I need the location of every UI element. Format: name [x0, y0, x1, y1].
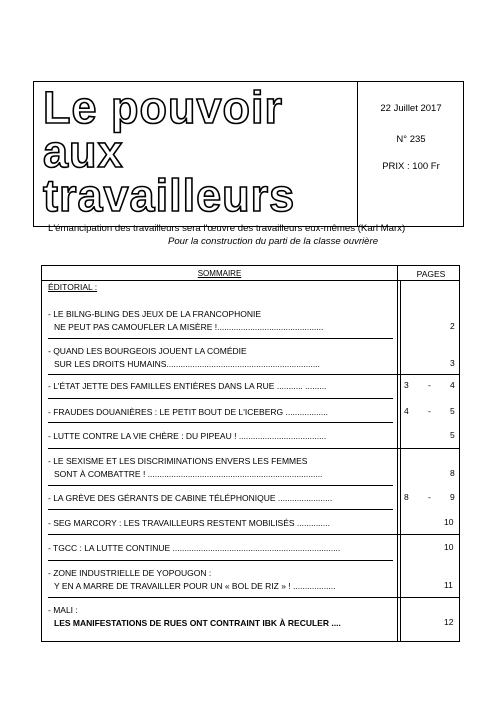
- toc-entry[interactable]: [48, 455, 393, 481]
- toc-entry-line: - MALI :: [48, 605, 78, 615]
- toc-entry[interactable]: [48, 492, 393, 505]
- toc-heading: SOMMAIRE: [197, 269, 242, 278]
- subtitle-quote: L'émancipation des travailleurs sera l'œuvre des travailleurs eux-mêmes (Karl Marx): [48, 223, 406, 234]
- toc-entry-line: - L'ÉTAT JETTE DES FAMILLES ENTIÈRES DANS LA RUE ........... .........: [48, 381, 327, 391]
- toc-separator: [48, 422, 393, 423]
- title-line-1: Le pouvoir: [43, 82, 284, 133]
- title-line-2: aux: [43, 126, 124, 177]
- toc-entry[interactable]: [48, 542, 393, 555]
- toc-column-rule-inner: [400, 281, 401, 641]
- toc-page-dash: -: [428, 492, 431, 502]
- toc-page-dash: -: [428, 406, 431, 416]
- title-line-3: travailleurs: [43, 170, 296, 221]
- toc-page-dash: -: [428, 380, 431, 390]
- toc-entry[interactable]: [48, 604, 393, 630]
- masthead: [33, 81, 464, 227]
- toc-page-number: 4: [450, 380, 455, 390]
- toc-entry-line: - LA GRÈVE DES GÉRANTS DE CABINE TÉLÉPHONIQUE .......................: [48, 493, 333, 503]
- toc-entry-line: SUR LES DROITS HUMAINS.................................................................: [54, 359, 320, 369]
- toc-entry-line: - LUTTE CONTRE LA VIE CHÈRE : DU PIPEAU ! .....................................: [48, 431, 327, 441]
- toc-separator: [48, 448, 460, 449]
- issue-date: 22 Juillet 2017: [380, 103, 442, 114]
- toc-separator: [48, 560, 393, 561]
- toc-page-number: 3: [450, 358, 455, 368]
- toc-column-rule: [397, 266, 398, 641]
- toc-entry-line: - LE BILNG-BLING DES JEUX DE LA FRANCOPHONIE: [48, 309, 262, 319]
- toc-entry[interactable]: [48, 308, 393, 334]
- toc-entry-line: - ZONE INDUSTRIELLE DE YOPOUGON :: [48, 568, 212, 578]
- toc-entry-line: - FRAUDES DOUANIÈRES : LE PETIT BOUT DE L'ICEBERG ..................: [48, 407, 328, 417]
- toc-page-from: 3: [404, 380, 409, 390]
- toc-page-number: 8: [450, 468, 455, 478]
- toc-entry-line: - QUAND LES BOURGEOIS JOUENT LA COMÉDIE: [48, 346, 247, 356]
- toc-entry-line: - SEG MARCORY : LES TRAVAILLEURS RESTENT MOBILISÉS ..............: [48, 518, 330, 528]
- toc-entry[interactable]: [48, 517, 393, 530]
- toc-page-number: 5: [450, 406, 455, 416]
- toc-page-number: 12: [444, 617, 454, 627]
- toc-page-number: 5: [450, 430, 455, 440]
- toc-entry-line: NE PEUT PAS CAMOUFLER LA MISÈRE !.............................................: [54, 322, 324, 332]
- toc-separator: [48, 534, 460, 535]
- toc-page-number: 11: [444, 580, 453, 590]
- toc-page-number: 2: [450, 321, 455, 331]
- toc-entry-line: - TGCC : LA LUTTE CONTINUE .......................................................................: [48, 543, 341, 553]
- toc-entry[interactable]: [48, 567, 393, 593]
- toc-pages-heading: PAGES: [416, 269, 446, 279]
- toc-page-from: 8: [404, 492, 409, 502]
- toc-separator: [48, 398, 393, 399]
- toc-separator: [48, 597, 460, 598]
- toc-entry[interactable]: [48, 380, 393, 393]
- toc-entry-line: Y EN A MARRE DE TRAVAILLER POUR UN « BOL DE RIZ » ! ..................: [54, 581, 336, 591]
- toc-separator: [48, 485, 393, 486]
- toc-entry[interactable]: [48, 345, 393, 371]
- toc-page-number: 10: [444, 517, 454, 527]
- toc-section-editorial: ÉDITORIAL :: [48, 282, 98, 292]
- toc-separator: [48, 374, 460, 375]
- toc-separator: [48, 509, 393, 510]
- toc-separator: [48, 338, 393, 339]
- subtitle-tagline: Pour la construction du parti de la classe ouvrière: [167, 236, 379, 247]
- issue-number: N° 235: [396, 134, 426, 145]
- toc-entry-line: SONT À COMBATTRE ! ..........................................................................: [54, 469, 323, 479]
- toc-entry[interactable]: [48, 406, 393, 419]
- table-of-contents: [41, 265, 460, 642]
- toc-entry-line: LES MANIFESTATIONS DE RUES ONT CONTRAINT IBK À RECULER ....: [54, 618, 341, 628]
- toc-entry[interactable]: [48, 430, 393, 443]
- toc-entry-line: - LE SEXISME ET LES DISCRIMINATIONS ENVERS LES FEMMES: [48, 456, 308, 466]
- toc-page-from: 4: [404, 406, 409, 416]
- subtitle: [48, 222, 468, 248]
- issue-price: PRIX : 100 Fr: [382, 161, 440, 172]
- newspaper-title: [43, 82, 296, 221]
- toc-page-number: 10: [444, 542, 454, 552]
- toc-page-number: 9: [450, 492, 455, 502]
